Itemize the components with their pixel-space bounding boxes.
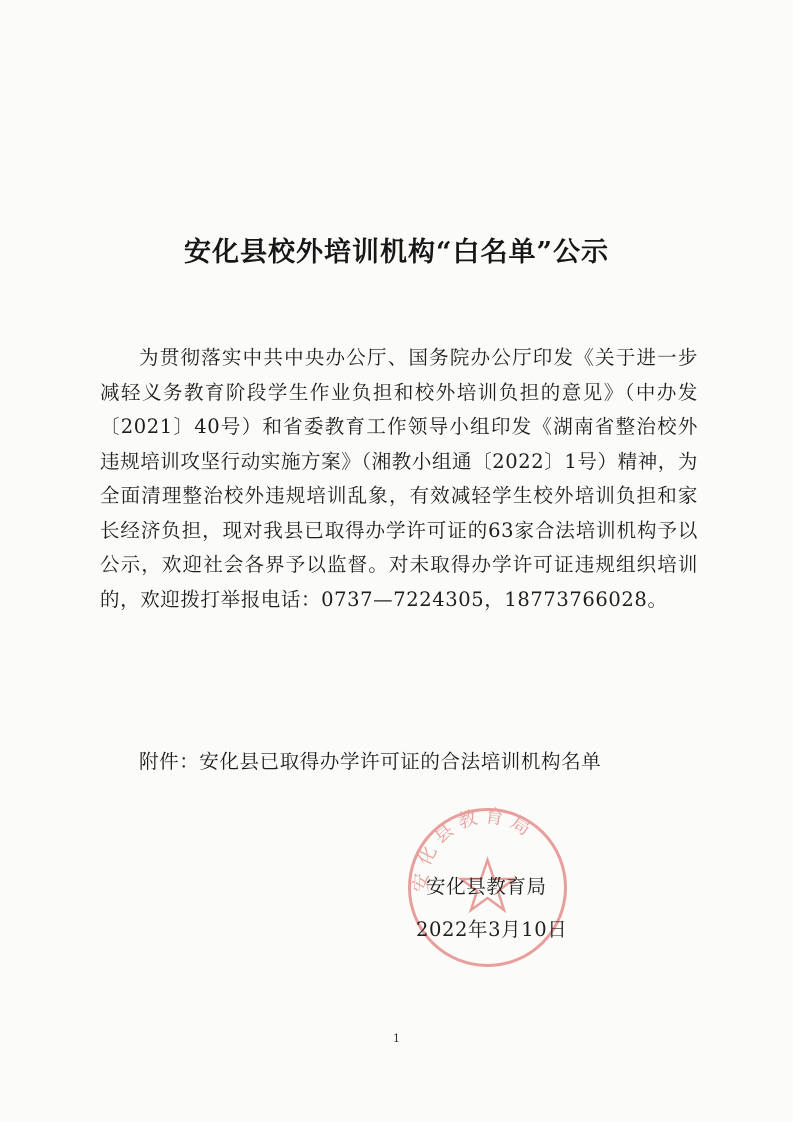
document-title: 安化县校外培训机构“白名单”公示 bbox=[183, 237, 610, 268]
attachment-line: 附件：安化县已取得办学许可证的合法培训机构名单 bbox=[139, 750, 602, 773]
body-paragraph: 为贯彻落实中共中央办公厅、国务院办公厅印发《关于进一步减轻义务教育阶段学生作业负担和校外培训负担的意见》（中办发〔2021〕40号）和省委教育工作领导小组印发《湖南省整治校外违规培训攻坚行动实施方案》（湘教小组通〔2022〕1号）精神，为全面清理整治校外违规培训乱象，有效减轻学生校外培训负担和家长经济负担，现对我县已取得办学许可证的63家合法培训机构予以公示，欢迎社会各界予以监督。对未取得办学许可证违规组织培训的，欢迎拨打举报电话：0737—7224305，18773766028。 bbox=[100, 346, 698, 611]
issue-date: 2022年3月10日 bbox=[416, 918, 568, 941]
seal-text: 安化县教育局 bbox=[409, 805, 540, 893]
page-number: 1 bbox=[393, 1032, 400, 1045]
issuer-signature: 安化县教育局 bbox=[426, 875, 547, 898]
